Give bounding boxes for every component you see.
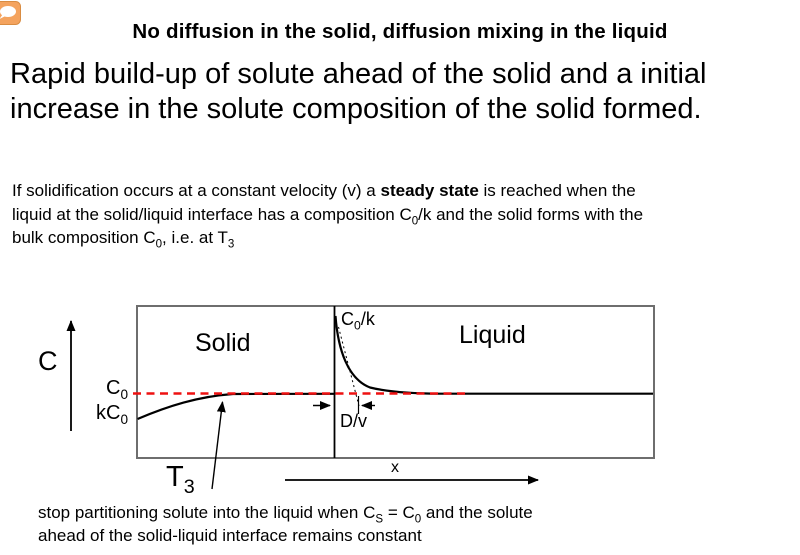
c-axis-label: C xyxy=(38,346,58,376)
solid-region-label: Solid xyxy=(195,329,251,357)
t3-pointer-arrow xyxy=(212,402,223,489)
c0-over-k-label: $C_0/k$ xyxy=(341,309,375,333)
kc0-label: $kC_0$ xyxy=(95,402,128,427)
slide-title: No diffusion in the solid, diffusion mixing in the liquid xyxy=(132,20,668,43)
c0-label: $C_0$ xyxy=(105,377,128,402)
solid-profile-curve xyxy=(138,394,335,419)
body-paragraph: If solidification occurs at a constant velocity (v) a steady state is reached when the liquid at the solid/liquid interface has a composition $C_0/k$ and the solid forms with the bulk composition $C_0$, i.e. at $T_3$ xyxy=(12,181,644,251)
footer-note: stop partitioning solute into the liquid when $C_S = C_0$ and the solute ahead of the solid-liquid interface remains constant xyxy=(38,503,533,545)
x-axis-label: x xyxy=(391,459,399,476)
liquid-region-label: Liquid xyxy=(459,321,526,349)
slide-subtitle: Rapid build-up of solute ahead of the solid and a initial increase in the solute composition of the solid formed. xyxy=(10,58,707,125)
dv-label: D/v xyxy=(340,411,367,431)
t3-label: $T_3$ xyxy=(166,461,195,498)
